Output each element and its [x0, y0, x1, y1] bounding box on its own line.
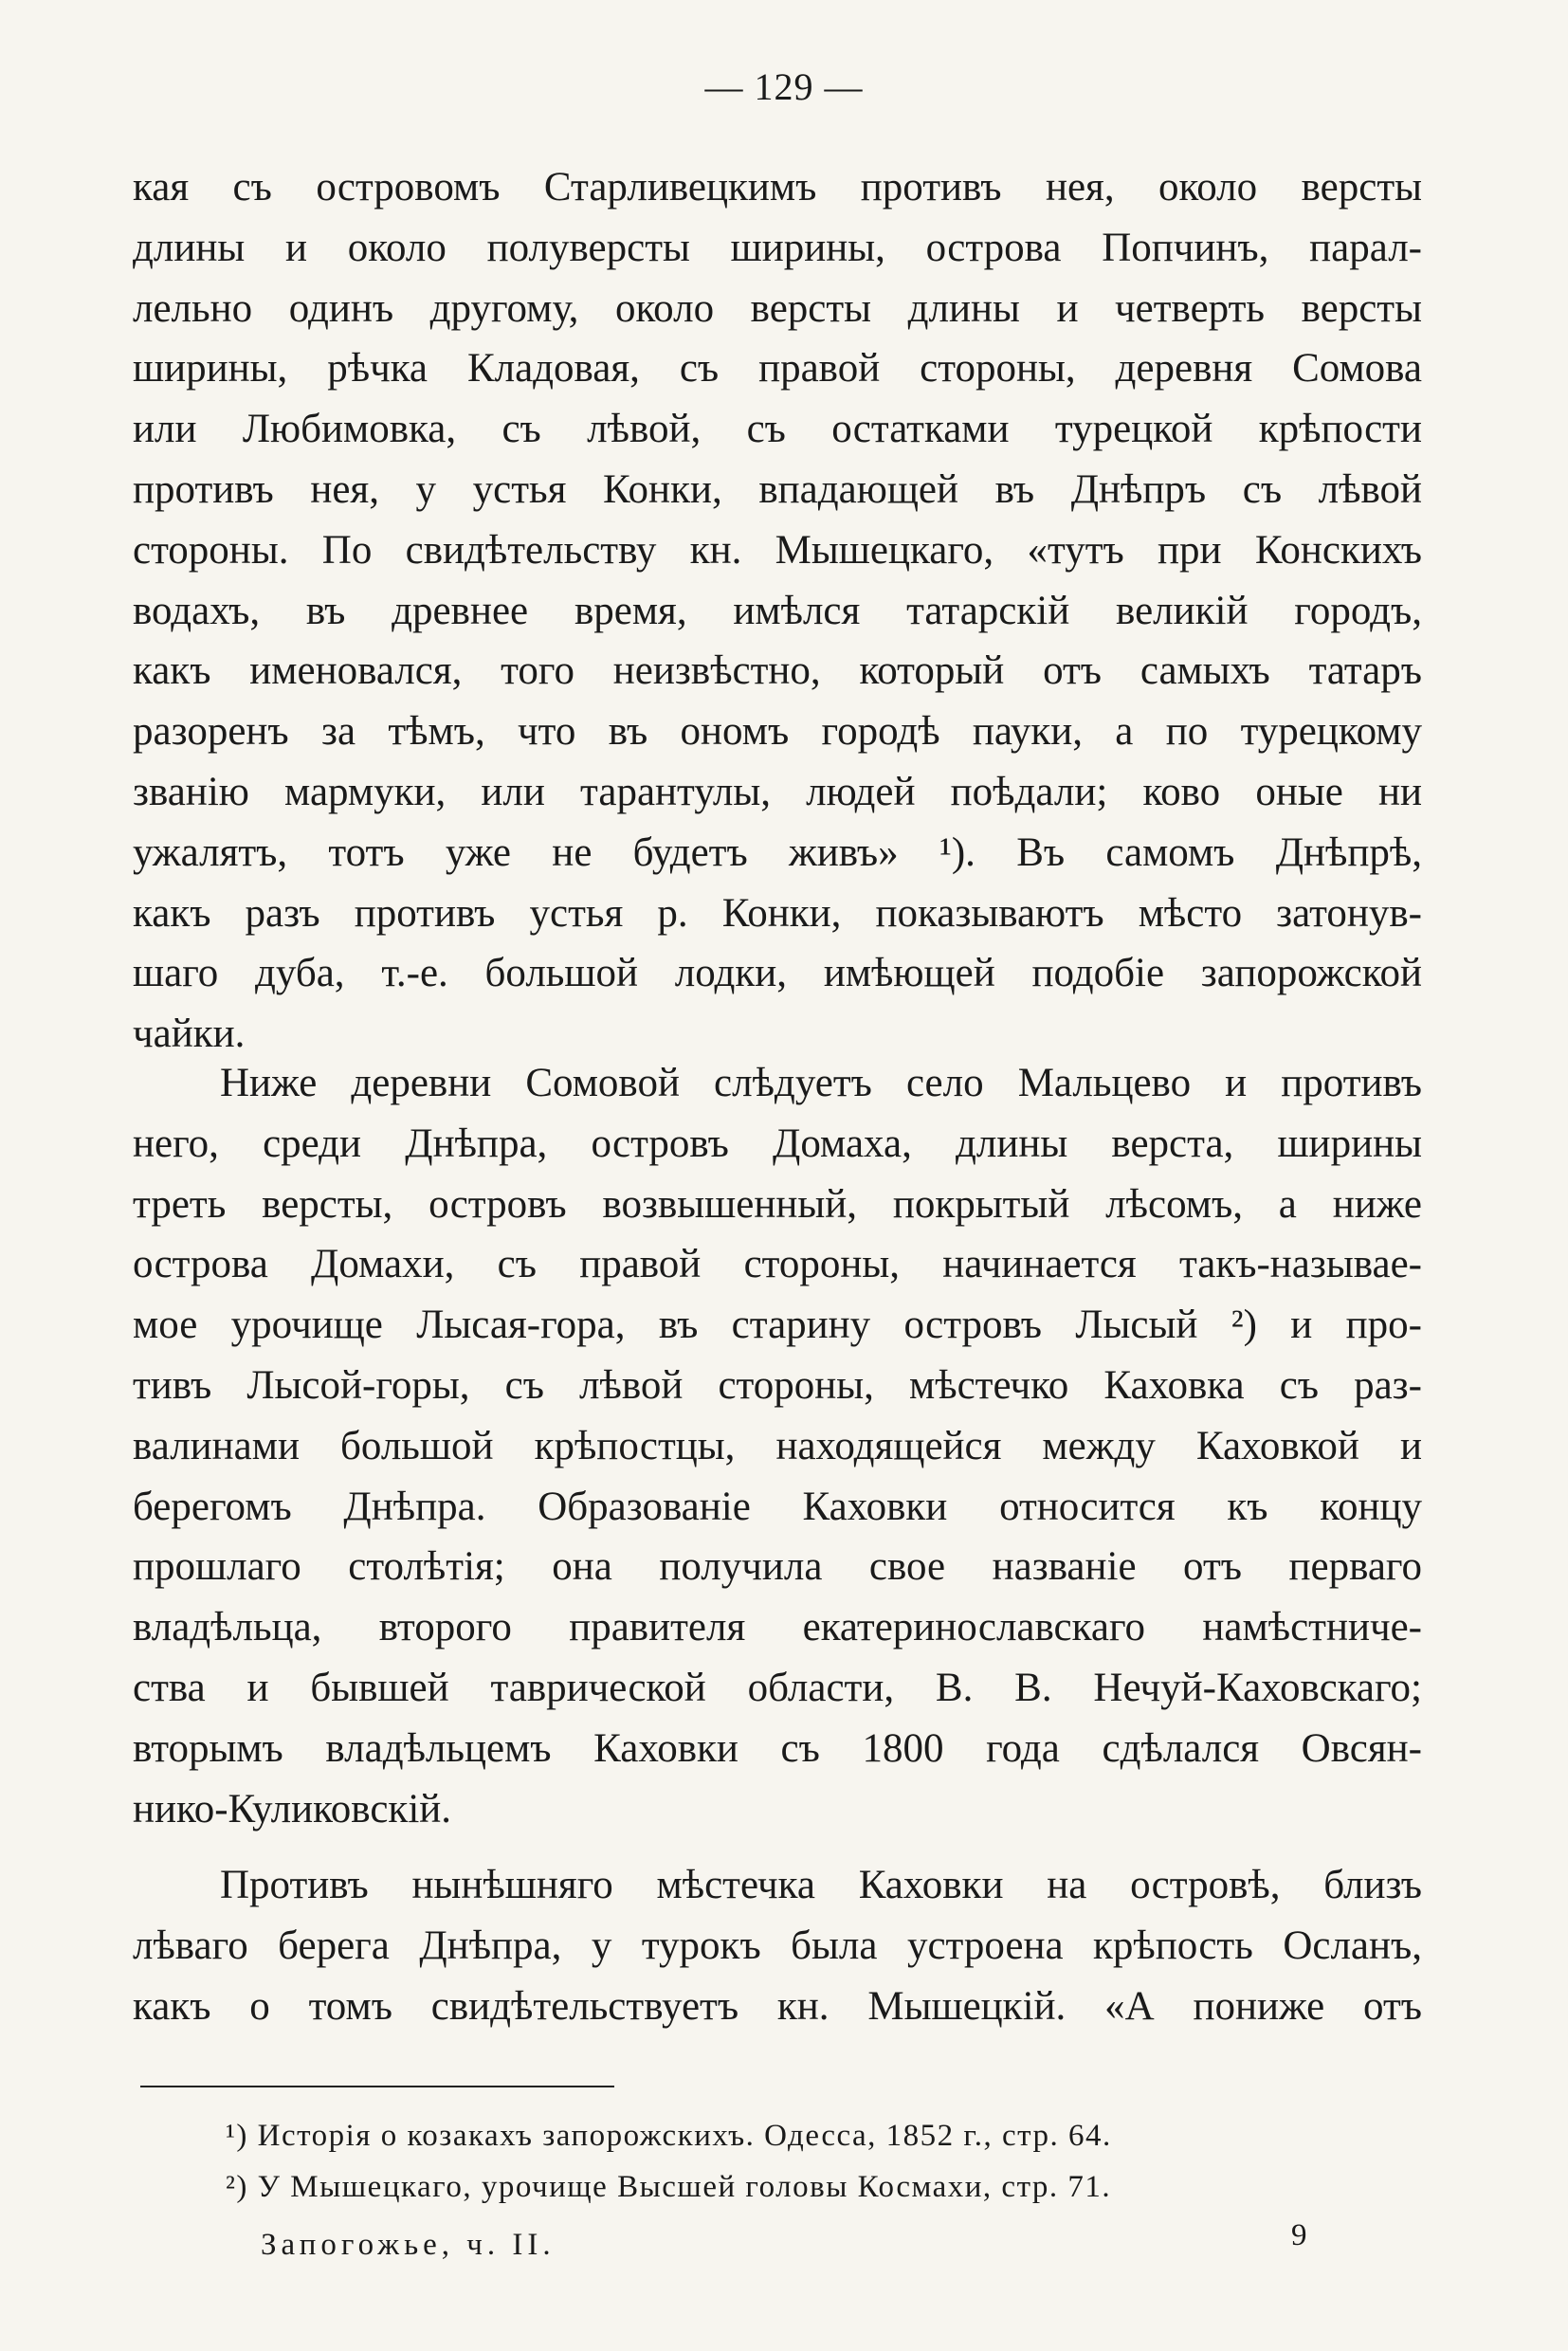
text-line: лѣваго берега Днѣпра, у турокъ была устроена крѣпость Осланъ, [133, 1923, 1422, 1968]
text-line: или Любимовка, съ лѣвой, съ остатками турецкой крѣпости [133, 407, 1422, 452]
paragraph-2 [133, 1053, 1422, 1839]
text-line: стороны. По свидѣтельству кн. Мышецкаго, «тутъ при Конскихъ [133, 527, 1422, 573]
text-line: острова Домахи, съ правой стороны, начинается такъ-называе- [133, 1242, 1422, 1287]
text-line: какъ разъ противъ устья р. Конки, показываютъ мѣсто затонув- [133, 890, 1422, 936]
text-line: треть версты, островъ возвышенный, покрытый лѣсомъ, а ниже [133, 1181, 1422, 1227]
text-line: нико-Куликовскій. [133, 1786, 452, 1832]
text-line: ства и бывшей таврической области, В. В. Нечуй-Каховскаго; [133, 1665, 1422, 1710]
sheet-number: 9 [1291, 2218, 1307, 2252]
footnote-1: ¹) Исторія о козакахъ запорожскихъ. Одесса, 1852 г., стр. 64. [226, 2119, 1112, 2153]
text-line: валинами большой крѣпостцы, находящейся между Каховкой и [133, 1423, 1422, 1468]
text-line: какъ именовался, того неизвѣстно, который отъ самыхъ татаръ [133, 648, 1422, 694]
text-line: него, среди Днѣпра, островъ Домаха, длины верста, ширины [133, 1121, 1422, 1166]
text-line: ширины, рѣчка Кладовая, съ правой стороны, деревня Сомова [133, 346, 1422, 392]
text-line: ужалятъ, тотъ уже не будетъ живъ» ¹). Въ самомъ Днѣпрѣ, [133, 829, 1422, 875]
text-line: прошлаго столѣтія; она получила свое названіе отъ перваго [133, 1544, 1422, 1590]
text-line: вторымъ владѣльцемъ Каховки съ 1800 года сдѣлался Овсян- [133, 1725, 1422, 1771]
text-line: званію мармуки, или тарантулы, людей поѣдали; ково оные ни [133, 769, 1422, 814]
page-number: — 129 — [704, 65, 864, 108]
text-line: тивъ Лысой-горы, съ лѣвой стороны, мѣстечко Каховка съ раз- [133, 1362, 1422, 1408]
paragraph-3 [133, 1855, 1422, 2036]
text-line: какъ о томъ свидѣтельствуетъ кн. Мышецкій. «А пониже отъ [133, 1983, 1422, 2029]
footnote-divider [140, 2086, 614, 2087]
text-line: владѣльца, второго правителя екатеринославскаго намѣстниче- [133, 1605, 1422, 1650]
text-line: чайки. [133, 1011, 246, 1057]
text-line: лельно одинъ другому, около версты длины и четверть версты [133, 285, 1422, 331]
text-line: Ниже деревни Сомовой слѣдуетъ село Мальцево и противъ [220, 1061, 1422, 1105]
text-line: разоренъ за тѣмъ, что въ ономъ городѣ пауки, а по турецкому [133, 709, 1422, 755]
paragraph-1 [133, 157, 1422, 1065]
text-line: берегомъ Днѣпра. Образованіе Каховки относится къ концу [133, 1484, 1422, 1529]
footnote-2: ²) У Мышецкаго, урочище Высшей головы Космахи, стр. 71. [226, 2170, 1112, 2204]
text-line: мое урочище Лысая-гора, въ старину островъ Лысый ²) и про- [133, 1303, 1422, 1348]
text-line: водахъ, въ древнее время, имѣлся татарскій великій городъ, [133, 588, 1422, 633]
printer-signature: Запогожье, ч. II. [261, 2228, 556, 2262]
text-line: кая съ островомъ Старливецкимъ противъ нея, около версты [133, 165, 1422, 210]
footnotes [226, 2110, 1112, 2213]
text-line: шаго дуба, т.-е. большой лодки, имѣющей подобіе запорожской [133, 951, 1422, 996]
text-line: Противъ нынѣшняго мѣстечка Каховки на островѣ, близъ [220, 1863, 1422, 1907]
text-line: противъ нея, у устья Конки, впадающей въ Днѣпръ съ лѣвой [133, 466, 1422, 512]
text-line: длины и около полуверсты ширины, острова Попчинъ, парал- [133, 225, 1422, 270]
